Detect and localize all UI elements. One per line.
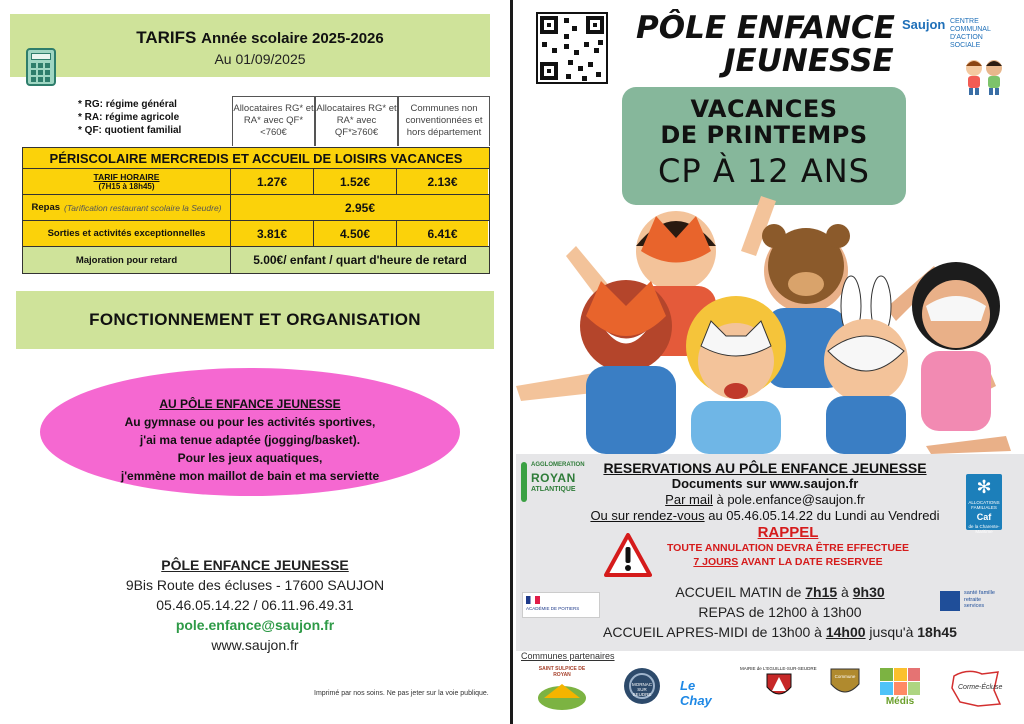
partner-logo: Commune [828, 666, 862, 710]
reservations-heading: RESERVATIONS AU PÔLE ENFANCE JEUNESSE [603, 460, 927, 476]
fonctionnement-title: FONCTIONNEMENT ET ORGANISATION [89, 310, 421, 329]
column-header: Communes non conventionnées et hors département [398, 96, 490, 146]
table-header: PÉRISCOLAIRE MERCREDIS ET ACCUEIL DE LOISIRS VACANCES [23, 148, 489, 168]
table-row: Sorties et activités exceptionnelles 3.81€ 4.50€ 6.41€ [23, 220, 489, 246]
caf-logo: ✻ ALLOCATIONS FAMILIALES Caf de la Charente-Maritime [966, 474, 1002, 530]
partner-logo: MORNAC SUR SEUDRE [622, 666, 662, 710]
partner-logo: Médis [878, 666, 922, 710]
rdv-line: Ou sur rendez-vous au 05.46.05.14.22 du Lundi au Vendredi [590, 508, 940, 523]
accueil-matin: ACCUEIL MATIN de 7h15 à 9h30 [675, 584, 885, 600]
contact-name: PÔLE ENFANCE JEUNESSE [161, 557, 349, 573]
accueil-apres-midi: ACCUEIL APRES-MIDI de 13h00 à 14h00 jusqu'à 18h45 [603, 624, 957, 640]
partner-logo: SAINT SULPICE DE ROYAN [530, 666, 594, 710]
vacances-title: VACANCES DE PRINTEMPS [660, 95, 868, 149]
table-row: Repas (Tarification restaurant scolaire la Seudre) 2.95€ [23, 194, 489, 220]
tarifs-date: Au 01/09/2025 [214, 51, 306, 67]
partner-logo: MAIRIE de L'EGUILLE-SUR-SEUDRE [740, 666, 818, 710]
column-header: Allocataires RG* et RA* avec QF*≥760€ [315, 96, 398, 146]
partner-logo: Le Chay [680, 678, 712, 708]
qr-code-icon[interactable] [536, 12, 608, 84]
contact-block [30, 555, 480, 655]
contact-website[interactable]: www.saujon.fr [211, 637, 299, 653]
column-header: Allocataires RG* et RA* avec QF*<760€ [232, 96, 315, 146]
age-range: CP À 12 ANS [658, 152, 870, 190]
abbreviation-notes: * RG: régime général * RA: régime agricole * QF: quotient familial [78, 99, 182, 136]
calculator-icon [26, 48, 56, 86]
info-ellipse-text: AU PÔLE ENFANCE JEUNESSE Au gymnase ou pour les activités sportives, j'ai ma tenue adaptée (jogging/basket). Pour les jeux aquatiques, j'emmène mon maillot de bain et ma serviette [120, 397, 380, 483]
mail-line[interactable]: Par mail à pole.enfance@saujon.fr [665, 492, 865, 507]
pricing-table [22, 147, 490, 274]
schedule-block [596, 582, 964, 642]
children-icon [958, 56, 1010, 96]
page-divider [510, 0, 513, 724]
partners-label: Communes partenaires [521, 651, 615, 661]
table-row: TARIF HORAIRE (7H15 à 18h45) 1.27€ 1.52€ 2.13€ [23, 168, 489, 194]
documents-link[interactable]: Documents sur www.saujon.fr [671, 476, 859, 491]
page-title: PÔLE ENFANCE JEUNESSE [636, 10, 895, 79]
repas-hours: REPAS de 12h00 à 13h00 [698, 604, 862, 620]
saujon-logo: Saujon CENTRE COMMUNAL D'ACTION SOCIALE [902, 17, 991, 49]
contact-phones: 05.46.05.14.22 / 06.11.96.49.31 [156, 597, 354, 613]
academie-logo: ACADÉMIE DE POITIERS [522, 592, 600, 618]
printed-notice: Imprimé par nos soins. Ne pas jeter sur la voie publique. [314, 690, 489, 697]
sfr-logo: santé famille retraite services [940, 589, 996, 615]
contact-email[interactable]: pole.enfance@saujon.fr [175, 617, 335, 633]
reservations-block [570, 460, 960, 524]
partner-logo: Corme-Écluse [948, 666, 1004, 710]
table-row: Majoration pour retard 5.00€/ enfant / quart d'heure de retard [23, 246, 489, 273]
rappel-block: RAPPEL TOUTE ANNULATION DEVRA ÊTRE EFFECTUEE 7 JOURS AVANT LA DATE RESERVEE [666, 524, 910, 568]
agglomeration-royan-logo: AGGLOMERATION ROYAN ATLANTIQUE [519, 462, 567, 502]
tarifs-title: TARIFS Année scolaire 2025-2026 [136, 28, 384, 47]
children-masks-illustration [516, 196, 1016, 454]
contact-address: 9Bis Route des écluses - 17600 SAUJON [125, 577, 385, 593]
